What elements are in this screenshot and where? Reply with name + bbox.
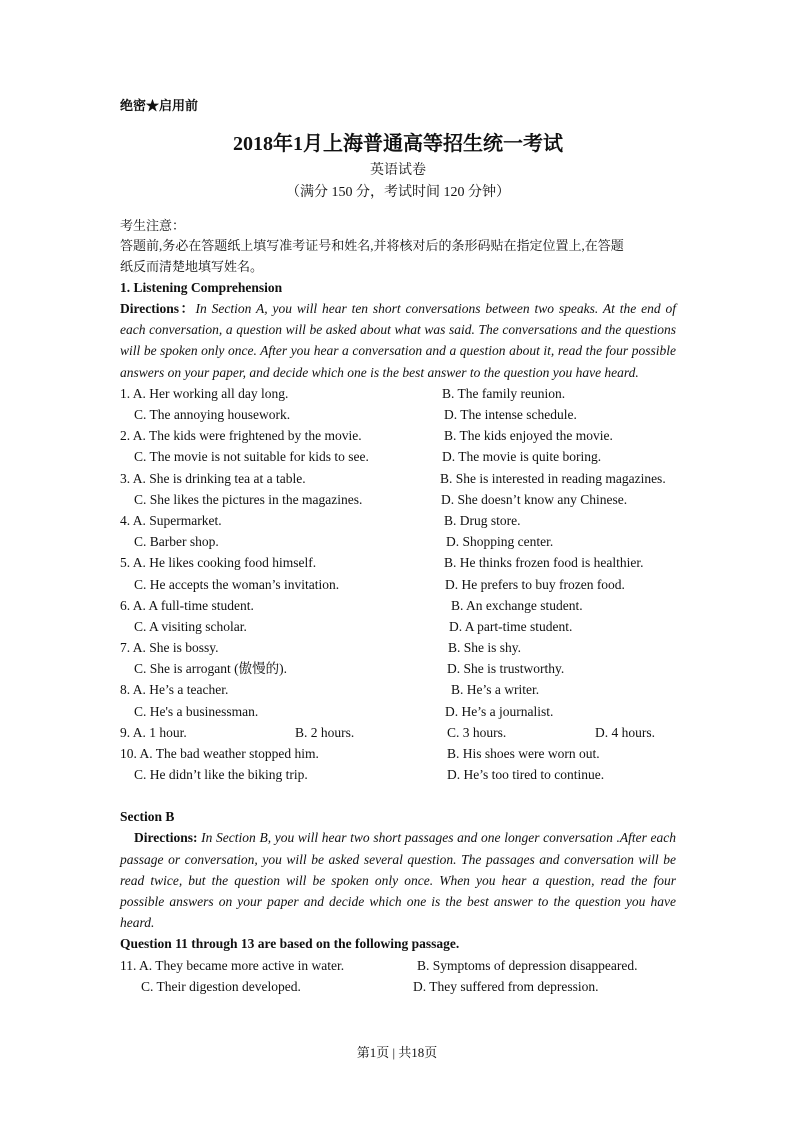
section-1-heading: 1. Listening Comprehension [120,280,283,295]
section-b-heading: Section B [120,809,175,825]
q7-option-b: B. She is shy. [448,640,522,656]
question-10-row-1 [120,743,676,764]
question-10-row-2 [120,764,676,785]
q6-option-b: B. An exchange student. [451,597,583,613]
notice-line-2: 纸反而清楚地填写姓名。 [120,259,264,274]
question-7-row-1 [120,637,676,658]
q8-option-d: D. He’s a journalist. [445,703,554,719]
q6-option-c: C. A visiting scholar. [134,618,247,634]
q1-option-c: C. The annoying housework. [134,407,291,422]
question-2-row-2 [120,446,676,467]
q1-option-d: D. The intense schedule. [444,407,577,422]
q9-option-b: B. 2 hours. [295,724,355,740]
q2-option-c: C. The movie is not suitable for kids to see. [134,449,369,465]
q5-option-d: D. He prefers to buy frozen food. [445,576,625,592]
q3-option-c: C. She likes the pictures in the magazines. [134,491,363,507]
question-5-row-2 [120,574,676,595]
q5-option-b: B. He thinks frozen food is healthier. [444,555,644,571]
question-6-row-1 [120,595,676,616]
question-7-row-2 [120,658,676,679]
exam-page [120,95,676,997]
section-a-directions [120,298,676,383]
q4-option-b: B. Drug store. [444,512,521,528]
section-b-directions [120,827,676,933]
q4-option-c: C. Barber shop. [134,534,219,550]
question-5-row-1 [120,552,676,573]
q9-option-d: D. 4 hours. [595,724,655,740]
question-3-row-2 [120,489,676,510]
question-list [120,383,676,722]
question-9 [120,722,676,743]
q10-option-b: B. His shoes were worn out. [447,746,600,761]
q7-option-a: 7. A. She is bossy. [120,640,219,656]
q4-option-a: 4. A. Supermarket. [120,512,222,528]
confidential-label: 绝密★启用前 [120,98,199,113]
question-6-row-2 [120,616,676,637]
q7-option-c: C. She is arrogant (傲慢的). [134,661,287,677]
q3-option-b: B. She is interested in reading magazines. [440,470,666,486]
page-footer: 第1页 | 共18页 [356,1045,438,1060]
q2-option-d: D. The movie is quite boring. [442,449,602,465]
q11-option-a: 11. A. They became more active in water. [120,957,345,973]
q1-option-a: 1. A. Her working all day long. [120,385,289,401]
q6-option-a: 6. A. A full-time student. [120,597,254,613]
question-2-row-1 [120,425,676,446]
section-b-directions-label: Directions: [134,830,198,846]
q11-option-b: B. Symptoms of depression disappeared. [417,957,638,973]
question-11-row-1 [120,955,676,976]
notice-heading: 考生注意： [120,218,186,233]
q8-option-c: C. He's a businessman. [134,703,259,719]
q9-option-a: 9. A. 1 hour. [120,724,187,740]
q4-option-d: D. Shopping center. [446,534,554,550]
q1-option-b: B. The family reunion. [442,385,566,401]
exam-info: （满分 150 分，考试时间 120 分钟） [286,185,510,200]
q5-option-c: C. He accepts the woman’s invitation. [134,576,340,592]
q11-option-d: D. They suffered from depression. [413,978,599,994]
question-8-row-1 [120,679,676,700]
q3-option-a: 3. A. She is drinking tea at a table. [120,470,306,486]
exam-subject: 英语试卷 [370,163,426,178]
directions-label: Directions： [120,301,196,316]
question-1-row-1 [120,383,676,404]
question-1-row-2 [120,404,676,425]
question-4-row-2 [120,531,676,552]
notice-line-1: 答题前,务必在答题纸上填写准考证号和姓名,并将核对后的条形码贴在指定位置上,在答题 [120,238,624,253]
section-b-directions-text: In Section B, you will hear two short passages and one longer conversation .After each passage or conversation, you will be asked several question. The passages and conversation will be read twice, but the question will be spoken only once. When you hear a question, read the four possible answers on your paper and decide which one is the best answer to the question you have heard. [120,830,676,931]
q8-option-a: 8. A. He’s a teacher. [120,682,229,698]
question-11-row-2 [120,976,676,997]
question-8-row-2 [120,701,676,722]
q10-option-a: 10. A. The bad weather stopped him. [120,746,319,761]
q10-option-c: C. He didn’t like the biking trip. [134,767,308,783]
q3-option-d: D. She doesn’t know any Chinese. [441,491,628,507]
question-3-row-1 [120,468,676,489]
q2-option-a: 2. A. The kids were frightened by the movie. [120,428,362,444]
q11-option-c: C. Their digestion developed. [141,978,301,994]
exam-title: 2018年1月上海普通高等招生统一考试 [233,133,563,155]
q7-option-d: D. She is trustworthy. [447,661,565,677]
q8-option-b: B. He’s a writer. [451,682,540,698]
q6-option-d: D. A part-time student. [449,618,573,634]
q9-option-c: C. 3 hours. [447,724,507,740]
q2-option-b: B. The kids enjoyed the movie. [444,428,613,444]
directions-text: In Section A, you will hear ten short conversations between two speaks. At the end of each conversation, a question will be asked about what was said. The conversations and the questions will be spoken only once. After you hear a conversation and a question about it, read the four possible answers on your paper, and decide which one is the best answer to the question you have heard. [120,301,676,380]
q10-option-d: D. He’s too tired to continue. [447,767,605,783]
q5-option-a: 5. A. He likes cooking food himself. [120,555,317,571]
question-4-row-1 [120,510,676,531]
passage-note: Question 11 through 13 are based on the following passage. [120,936,460,952]
